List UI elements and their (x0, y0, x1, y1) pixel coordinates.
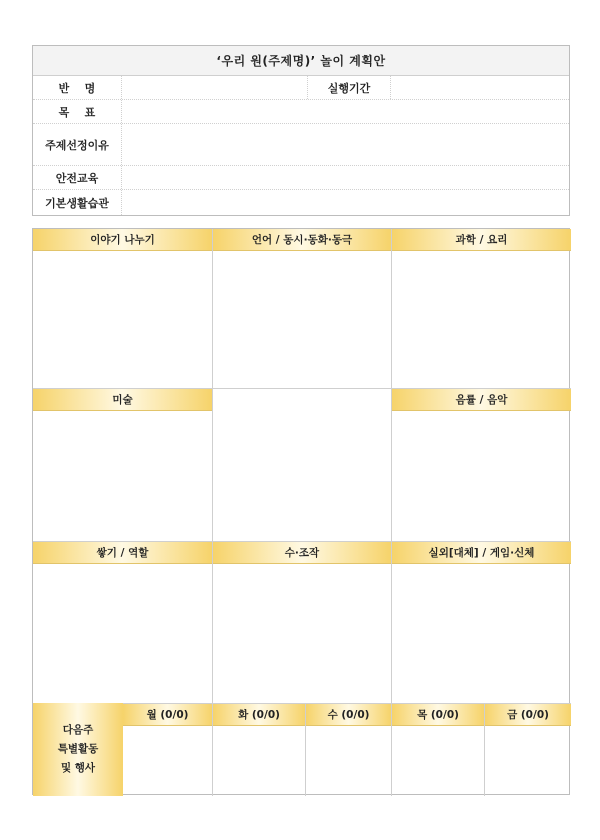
outdoor-area[interactable] (392, 564, 571, 703)
habits-field[interactable] (122, 190, 569, 215)
header-story: 이야기 나누기 (33, 229, 212, 251)
header-math: 수·조작 (213, 542, 391, 564)
day-cell-tue[interactable] (213, 726, 305, 796)
day-cell-fri[interactable] (485, 726, 571, 796)
activity-grid (32, 228, 570, 795)
day-header-tue: 화 (0/0) (213, 704, 305, 726)
goal-label: 목 표 (33, 100, 122, 123)
language-area[interactable] (213, 251, 391, 388)
reason-field[interactable] (122, 124, 569, 165)
music-area[interactable] (392, 411, 571, 541)
center-area[interactable] (213, 389, 391, 541)
next-week-events-label: 다음주 특별활동 및 행사 (33, 703, 123, 796)
header-language: 언어 / 동시·동화·동극 (213, 229, 391, 251)
plan-title: ‘우리 원(주제명)’ 놀이 계획안 (33, 46, 569, 76)
header-music: 음률 / 음악 (392, 389, 571, 411)
day-header-wed: 수 (0/0) (306, 704, 391, 726)
day-cell-mon[interactable] (123, 726, 212, 796)
header-science: 과학 / 요리 (392, 229, 571, 251)
period-label: 실행기간 (307, 76, 391, 99)
day-header-thu: 목 (0/0) (392, 704, 484, 726)
art-area[interactable] (33, 411, 212, 541)
safety-field[interactable] (122, 166, 569, 189)
goal-row (33, 100, 569, 124)
header-art: 미술 (33, 389, 212, 411)
period-field[interactable] (391, 76, 569, 99)
header-outdoor: 실외[대체] / 게임·신체 (392, 542, 571, 564)
story-area[interactable] (33, 251, 212, 388)
day-cell-thu[interactable] (392, 726, 484, 796)
safety-label: 안전교육 (33, 166, 122, 189)
class-name-field[interactable] (122, 76, 307, 99)
day-cell-wed[interactable] (306, 726, 391, 796)
math-area[interactable] (213, 564, 391, 703)
day-header-fri: 금 (0/0) (485, 704, 571, 726)
class-row (33, 76, 569, 100)
goal-field[interactable] (122, 100, 569, 123)
class-name-label: 반 명 (33, 76, 122, 99)
science-area[interactable] (392, 251, 571, 388)
header-blocks: 쌓기 / 역할 (33, 542, 212, 564)
blocks-area[interactable] (33, 564, 212, 703)
habits-label: 기본생활습관 (33, 190, 122, 215)
reason-row (33, 124, 569, 166)
reason-label: 주제선정이유 (33, 124, 122, 165)
day-header-mon: 월 (0/0) (123, 704, 212, 726)
habits-row (33, 190, 569, 215)
plan-info-table (32, 45, 570, 216)
safety-row (33, 166, 569, 190)
